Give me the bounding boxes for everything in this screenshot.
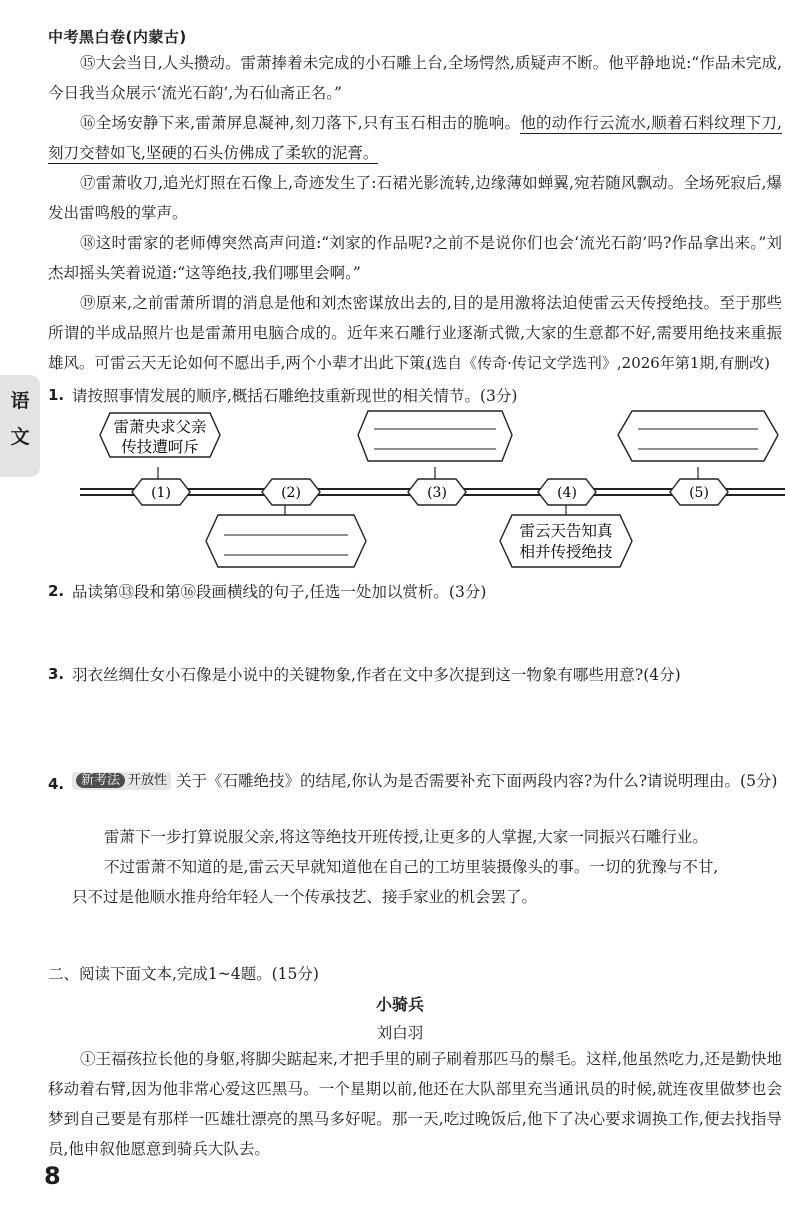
- section-2-heading: 二、阅读下面文本,完成1~4题。(15分): [48, 965, 319, 983]
- q4-paragraph-1: 雷萧下一步打算说服父亲,将这等绝技开班传授,让更多的人掌握,大家一同振兴石雕行业。: [104, 828, 708, 846]
- paragraph-15: ⑮大会当日,人头攒动。雷萧捧着未完成的小石雕上台,全场愕然,质疑声不断。他平静地说:“作品未完成,今日我当众展示‘流光石韵’,为石仙斋正名。”: [48, 54, 782, 102]
- answer-box-5[interactable]: [618, 411, 778, 461]
- q3-number: 3.: [48, 665, 65, 683]
- marker-5-label: (5): [689, 485, 709, 501]
- marker-3-label: (3): [427, 485, 447, 501]
- q3-text: 羽衣丝绸仕女小石像是小说中的关键物象,作者在文中多次提到这一物象有哪些用意?(4分): [72, 666, 681, 684]
- q4-number: 4.: [48, 775, 65, 793]
- q4-paragraph-2a: 不过雷萧不知道的是,雷云天早就知道他在自己的工坊里装摄像头的事。一切的犹豫与不甘,: [104, 858, 719, 876]
- marker-4: [538, 479, 596, 505]
- marker-4-label: (4): [557, 485, 577, 501]
- exam-header: 中考黑白卷(内蒙古): [48, 28, 187, 46]
- q1-number: 1.: [48, 386, 65, 404]
- question-type-badge: [72, 772, 171, 790]
- marker-1: [132, 479, 190, 505]
- page-number: 8: [44, 1162, 61, 1190]
- subject-char-2: 文: [10, 426, 30, 448]
- q1-text: 请按照事情发展的顺序,概括石雕绝技重新现世的相关情节。(3分): [72, 387, 518, 405]
- q4-paragraph-2b: 只不过是他顺水推舟给年轻人一个传承技艺、接手家业的机会罢了。: [72, 888, 538, 906]
- end-event-line1: 雷云天告知真: [519, 522, 613, 540]
- end-event-box: [500, 515, 632, 567]
- marker-3: [408, 479, 466, 505]
- underlined-sentence: 他的动作行云流水,顺着石料纹理下刀,刻刀交替如飞,坚硬的石头仿佛成了柔软的泥膏。: [48, 114, 782, 162]
- new-method-tag: 新考法: [76, 773, 125, 788]
- start-event-line1: 雷萧央求父亲: [113, 418, 207, 436]
- marker-2-label: (2): [281, 485, 301, 501]
- answer-box-3[interactable]: [358, 411, 512, 461]
- paragraph-16: [48, 108, 782, 168]
- plot-timeline-diagram: [0, 405, 800, 585]
- open-ended-tag: 开放性: [128, 773, 168, 788]
- paragraph-16-text: ⑯全场安静下来,雷萧屏息凝神,刻刀落下,只有玉石相击的脆响。: [80, 114, 521, 132]
- marker-5: [670, 479, 728, 505]
- story-author: 刘白羽: [376, 1024, 424, 1042]
- answer-box-2[interactable]: [206, 515, 366, 567]
- end-event-line2: 相并传授绝技: [519, 543, 613, 561]
- q2-text: 品读第⑬段和第⑯段画横线的句子,任选一处加以赏析。(3分): [72, 583, 487, 601]
- marker-1-label: (1): [151, 485, 171, 501]
- paragraph-19: ⑲原来,之前雷萧所谓的消息是他和刘杰密谋放出去的,目的是用激将法迫使雷云天传授绝技。至于那些所谓的半成品照片也是雷萧用电脑合成的。近年来石雕行业逐渐式微,大家的生意都不好,需要用绝技来重振雄风。可雷云天无论如何不愿出手,两个小辈才出此下策。: [48, 294, 782, 372]
- start-event-line2: 传技遭呵斥: [121, 438, 199, 456]
- paragraph-18: ⑱这时雷家的老师傅突然高声问道:“刘家的作品呢?之前不是说你们也会‘流光石韵’吗?作品拿出来。”刘杰却摇头笑着说道:“这等绝技,我们哪里会啊。”: [48, 234, 782, 282]
- q4-question: [72, 766, 782, 796]
- paragraph-17: ⑰雷萧收刀,追光灯照在石像上,奇迹发生了:石裙光影流转,边缘薄如蝉翼,宛若随风飘动。全场死寂后,爆发出雷鸣般的掌声。: [48, 174, 782, 222]
- story-title: 小骑兵: [375, 995, 424, 1014]
- story-paragraph-1: ①王福孩拉长他的身躯,将脚尖踮起来,才把手里的刷子刷着那匹马的鬃毛。这样,他虽然吃力,还是勤快地移动着右臂,因为他非常心爱这匹黑马。一个星期以前,他还在大队部里充当通讯员的时候,就连夜里做梦也会梦到自己要是有那样一匹雄壮漂亮的黑马多好呢。那一天,吃过晚饭后,他下了决心要求调换工作,便去找指导员,他申叙他愿意到骑兵大队去。: [48, 1050, 782, 1158]
- source-citation: (选自《传奇·传记文学选刊》,2026年第1期,有删改): [426, 354, 770, 372]
- q2-number: 2.: [48, 582, 65, 600]
- start-event-box: [100, 413, 220, 457]
- marker-2: [262, 479, 320, 505]
- subject-char-1: 语: [10, 390, 30, 412]
- q4-text: 关于《石雕绝技》的结尾,你认为是否需要补充下面两段内容?为什么?请说明理由。(5分): [175, 772, 778, 790]
